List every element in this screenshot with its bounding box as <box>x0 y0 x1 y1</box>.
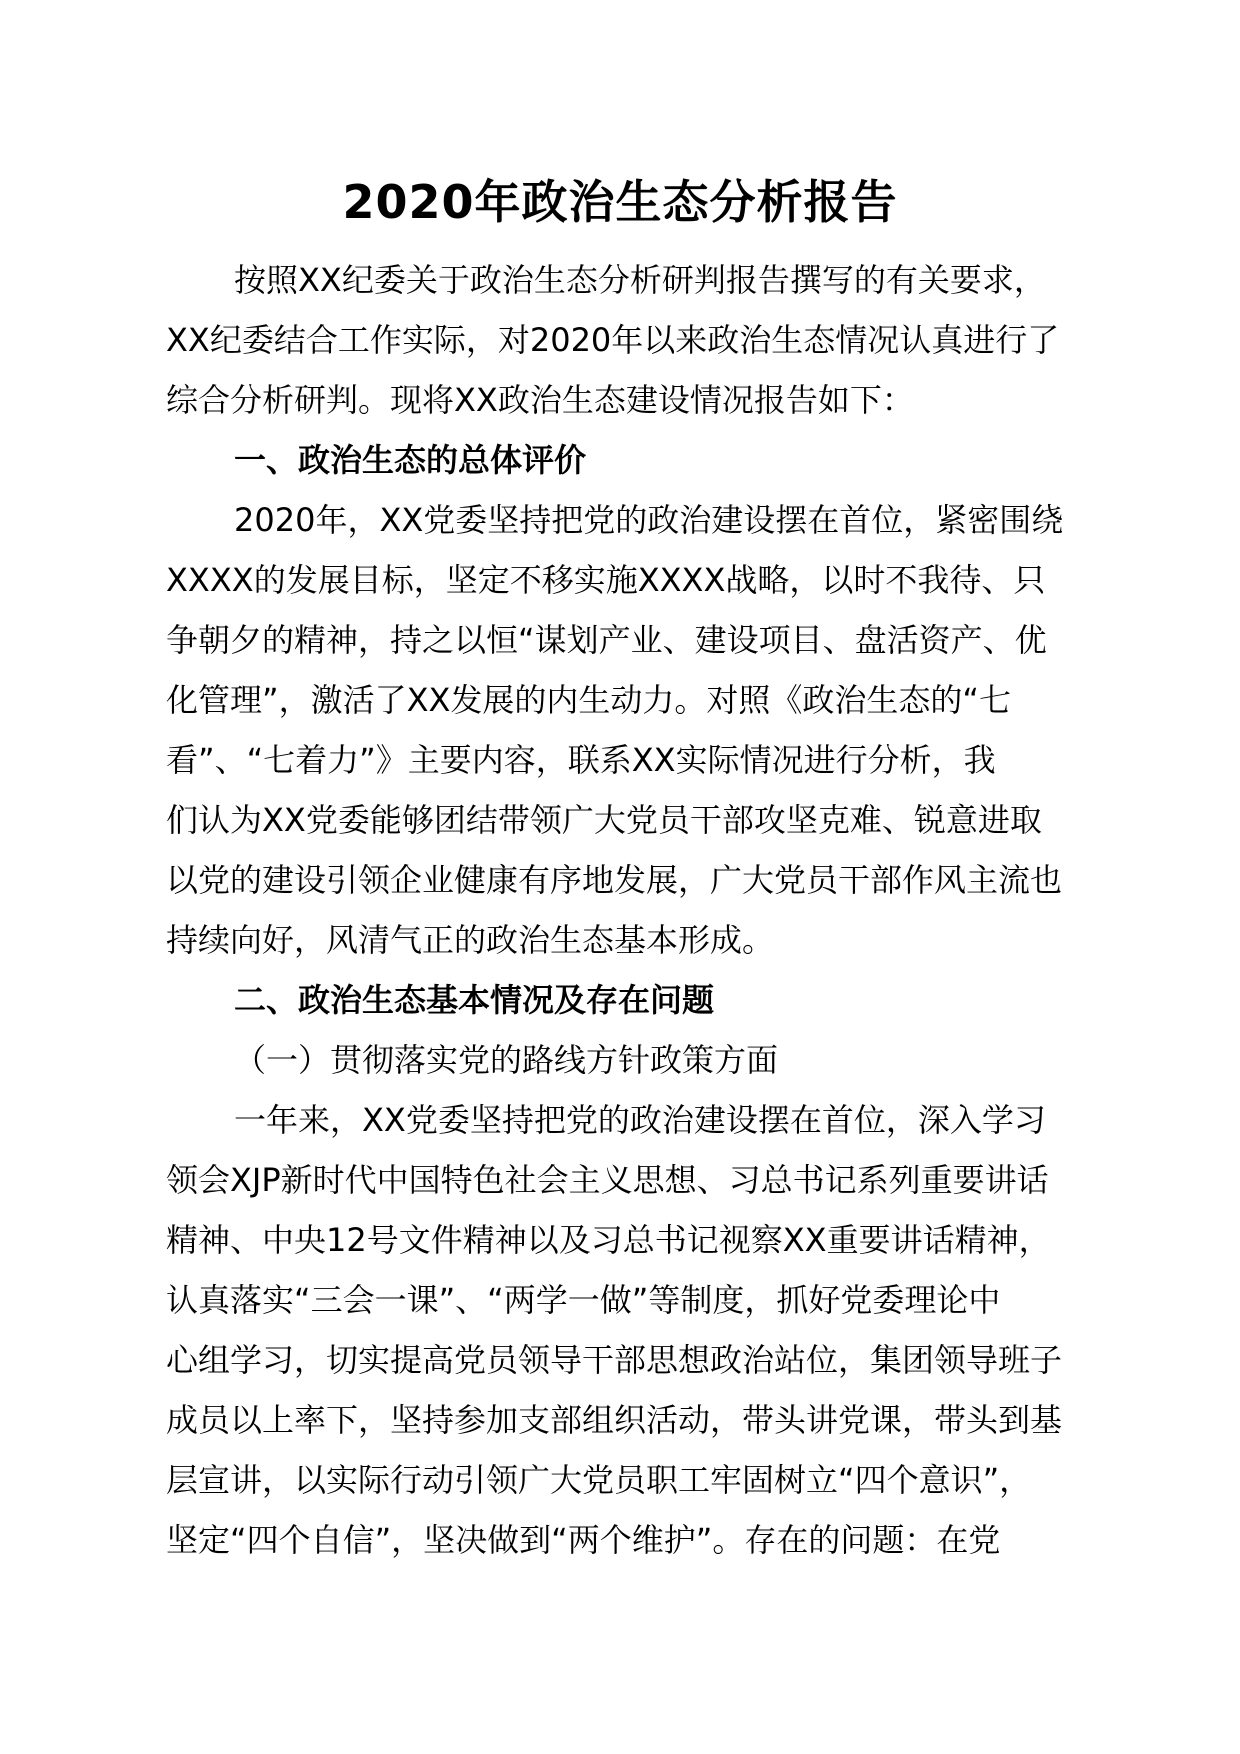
section-heading-1: 一、政治生态的总体评价 <box>234 441 587 479</box>
paragraph-line: 领会XJP新时代中国特色社会主义思想、习总书记系列重要讲话 <box>166 1161 1049 1199</box>
paragraph-line: 心组学习，切实提高党员领导干部思想政治站位，集团领导班子 <box>166 1341 1063 1379</box>
paragraph-line: 们认为XX党委能够团结带领广大党员干部攻坚克难、锐意进取 <box>166 801 1042 839</box>
paragraph-line: 以党的建设引领企业健康有序地发展，广大党员干部作风主流也 <box>166 861 1063 899</box>
paragraph-line: 综合分析研判。现将XX政治生态建设情况报告如下： <box>166 381 914 419</box>
document-body <box>166 250 1116 1570</box>
paragraph-line: 化管理”，激活了XX发展的内生动力。对照《政治生态的“七 <box>166 681 1012 719</box>
paragraph-line: 持续向好，风清气正的政治生态基本形成。 <box>166 921 775 959</box>
paragraph-line: 成员以上率下，坚持参加支部组织活动，带头讲党课，带头到基 <box>166 1401 1063 1439</box>
section-heading-2: 二、政治生态基本情况及存在问题 <box>234 981 715 1019</box>
paragraph-line: 坚定“四个自信”，坚决做到“两个维护”。存在的问题：在党 <box>166 1521 1001 1559</box>
paragraph-line: 一年来，XX党委坚持把党的政治建设摆在首位，深入学习 <box>234 1101 1046 1139</box>
paragraph-line: 层宣讲，以实际行动引领广大党员职工牢固树立“四个意识”， <box>166 1461 1032 1499</box>
paragraph-line: 按照XX纪委关于政治生态分析研判报告撰写的有关要求， <box>234 261 1046 299</box>
paragraph-line: XXXX的发展目标，坚定不移实施XXXX战略，以时不我待、只 <box>166 561 1046 599</box>
paragraph-line: 争朝夕的精神，持之以恒“谋划产业、建设项目、盘活资产、优 <box>166 621 1047 659</box>
paragraph-line: XX纪委结合工作实际，对2020年以来政治生态情况认真进行了 <box>166 321 1060 359</box>
paragraph-line: 精神、中央12号文件精神以及习总书记视察XX重要讲话精神， <box>166 1221 1051 1259</box>
subsection-heading: （一）贯彻落实党的路线方针政策方面 <box>234 1041 779 1079</box>
paragraph-line: 2020年，XX党委坚持把党的政治建设摆在首位，紧密围绕 <box>234 501 1064 539</box>
document-title: 2020年政治生态分析报告 <box>342 175 898 229</box>
paragraph-line: 看”、“七着力”》主要内容，联系XX实际情况进行分析，我 <box>166 741 996 779</box>
paragraph-line: 认真落实“三会一课”、“两学一做”等制度，抓好党委理论中 <box>166 1281 1001 1319</box>
